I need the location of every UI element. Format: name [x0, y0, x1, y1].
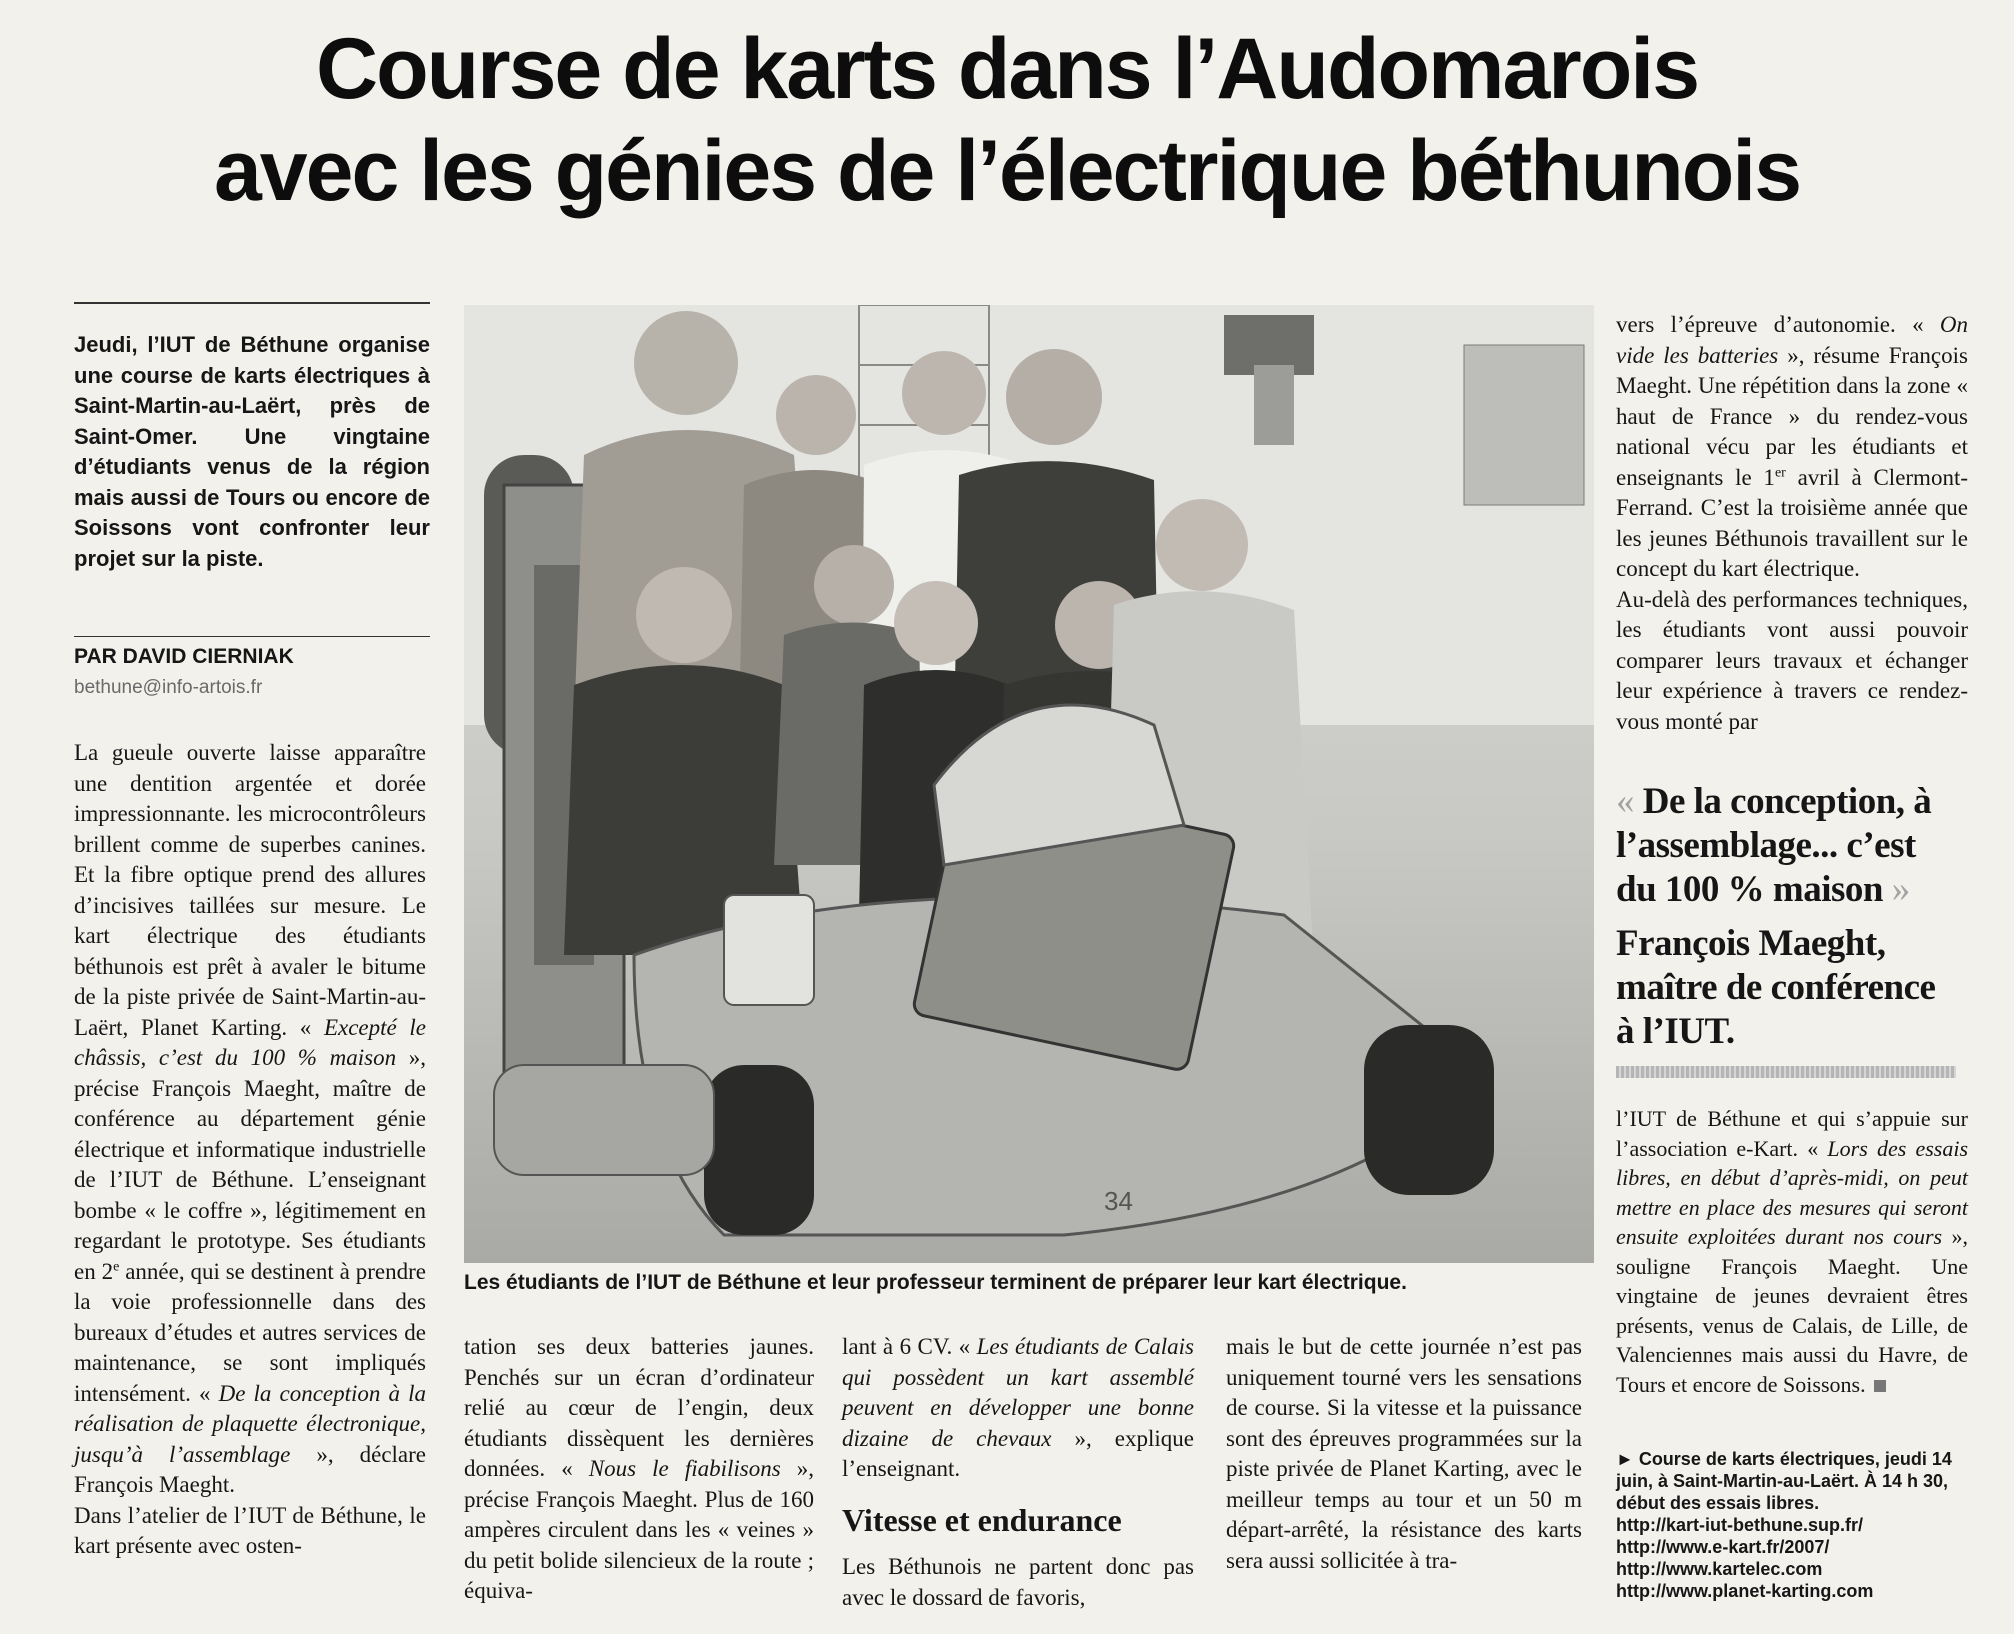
byline-rule [74, 636, 430, 637]
main-photo [464, 305, 1594, 1263]
paragraph: Les Béthunois ne partent donc pas avec le dossard de favoris, [842, 1554, 1194, 1610]
pull-quote-text: De la conception, à l’assemblage... c’est du 100 % maison [1616, 781, 1932, 910]
event-info-text: ► Course de karts électriques, jeudi 14 juin, à Saint-Martin-au-Laërt. À 14 h 30, début des essais libres. [1616, 1449, 1952, 1513]
end-square-icon [1874, 1380, 1886, 1392]
students-kart-photo [464, 305, 1594, 1263]
link-kartelec[interactable]: http://www.kartelec.com [1616, 1559, 1823, 1579]
paragraph: La gueule ouverte laisse apparaître une dentition argentée et dorée impressionnante. les microcontrôleurs brillent comme de superbes canines. Et la fibre optique prend des allures d’incisives taillées sur mesure. Le kart électrique des étudiants béthunois est prêt à avaler le bitume de la piste privée de Saint-Martin-au-Laërt, Planet Karting. « Excepté le châssis, c’est du 100 % maison », précise François Maeght, maître de conférence au département génie électrique et informatique industrielle de l’IUT de Béthune. L’enseignant bombe « le coffre », légitimement en regardant le prototype. Ses étudiants en 2e année, qui se destinent à prendre la voie professionnelle dans des bureaux d’études et autres services de maintenance, se sont impliqués intensément. « De la conception à la réalisation de plaquette électronique, jusqu’à l’assemblage », déclare François Maeght. [74, 740, 426, 1497]
paragraph: Au-delà des performances techniques, les étudiants vont aussi pouvoir comparer leurs travaux et échanger leur expérience à travers ce rendez-vous monté par [1616, 586, 1968, 734]
section-subhead: Vitesse et endurance [842, 1502, 1122, 1538]
paragraph: Dans l’atelier de l’IUT de Béthune, le kart présente avec osten- [74, 1502, 426, 1558]
chapeau: Jeudi, l’IUT de Béthune organise une course de karts électriques à Saint-Martin-au-Laërt, près de Saint-Omer. Une vingtaine d’étudiants venus de la région mais aussi de Tours ou encore de Soissons vont confronter leur projet sur la piste. [74, 332, 430, 571]
link-e-kart[interactable]: http://www.e-kart.fr/2007/ [1616, 1537, 1830, 1557]
paragraph: vers l’épreuve d’autonomie. « On vide les batteries », résume François Maeght. Une répétition dans la zone « haut de France » du rendez-vous national vécu par les étudiants et enseignants le 1er avril à Clermont-Ferrand. C’est la troisième année que les jeunes Béthunois travaillent sur le concept du kart électrique. [1616, 312, 1969, 581]
pull-quote-source: François Maeght, maître de conférence à l’IUT. [1616, 923, 1936, 1052]
headline-line-1: Course de karts dans l’Audomarois [315, 21, 1699, 117]
quote-close-mark: » [1891, 869, 1910, 910]
body-column-3 [842, 1332, 1194, 1485]
headline [40, 18, 1974, 222]
photo-caption: Les étudiants de l’IUT de Béthune et leur professeur terminent de préparer leur kart électrique. [464, 1271, 1407, 1294]
body-column-4 [1226, 1332, 1582, 1576]
quote-open-mark: « [1616, 781, 1634, 822]
paragraph: tation ses deux batteries jaunes. Penchés sur un écran d’ordinateur relié au cœur de l’engin, deux étudiants dissèquent les dernières données. « Nous le fiabilisons », précise François Maeght. Plus de 160 ampères circulent dans les « veines » du petit bolide silencieux de la route ; équiva- [464, 1334, 815, 1603]
paragraph: lant à 6 CV. « Les étudiants de Calais qui possèdent un kart assemblé peuvent en développer une bonne dizaine de chevaux », explique l’enseignant. [842, 1334, 1194, 1481]
paragraph: mais le but de cette journée n’est pas uniquement tourné vers les sensations de course. Si la vitesse et la puissance sont des épreuves programmées sur la piste privée de Planet Karting, avec le meilleur temps au tour et un 50 m départ-arrêté, la résistance des karts sera aussi sollicitée à tra- [1226, 1334, 1582, 1573]
kart-number-plate: 34 [1104, 1186, 1133, 1216]
pull-quote-divider [1616, 1066, 1956, 1078]
link-kart-iut-bethune[interactable]: http://kart-iut-bethune.sup.fr/ [1616, 1515, 1863, 1535]
paragraph: l’IUT de Béthune et qui s’appuie sur l’association e-Kart. « Lors des essais libres, en début d’après-midi, on peut mettre en place des mesures qui seront ensuite exploitées durant nos cours », souligne François Maeght. Une vingtaine de jeunes devraient êtres présents, venus de Calais, de Lille, de Valenciennes mais aussi du Havre, de Tours et encore de Soissons. [1616, 1106, 1969, 1397]
body-column-1 [74, 738, 426, 1562]
body-column-5-top [1616, 310, 1968, 737]
body-column-5-bottom [1616, 1104, 1968, 1399]
body-column-2 [464, 1332, 814, 1607]
body-column-3-after-subhead [842, 1552, 1194, 1613]
event-info [1616, 1448, 1972, 1602]
pull-quote [1616, 780, 1956, 912]
byline: PAR DAVID CIERNIAK [74, 645, 294, 668]
author-email[interactable]: bethune@info-artois.fr [74, 677, 263, 698]
chapeau-top-rule [74, 302, 430, 304]
headline-line-2: avec les génies de l’électrique béthunois [213, 123, 1801, 219]
link-planet-karting[interactable]: http://www.planet-karting.com [1616, 1581, 1874, 1601]
